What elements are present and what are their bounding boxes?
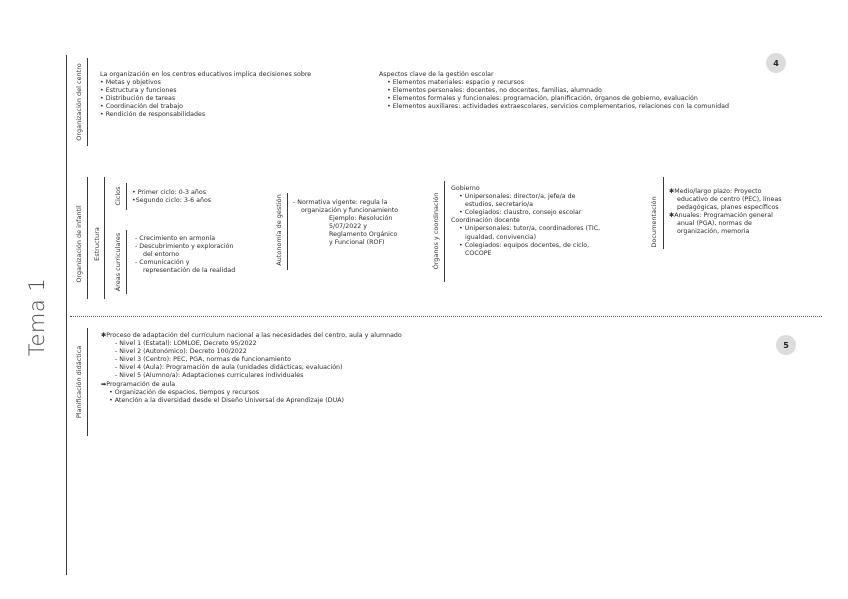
section-rule bbox=[87, 177, 88, 299]
list-item: • Organización de espacios, tiempos y recursos bbox=[109, 388, 260, 396]
documentacion-line: ✱Anuales: Programación general bbox=[669, 212, 773, 220]
list-item: • Colegiados: equipos docentes, de ciclo, bbox=[459, 241, 590, 249]
list-item: - Descubrimiento y exploración bbox=[135, 243, 234, 251]
list-item: • Primer ciclo: 0-3 años bbox=[132, 189, 207, 196]
documentacion-line: educativo de centro (PEC), líneas bbox=[677, 196, 782, 204]
autonomia-gestion-label: Autonomía de gestión bbox=[275, 194, 283, 266]
list-item: • Elementos auxiliares: actividades extraescolares, servicios complementarios, relaciones con la comunidad bbox=[387, 103, 729, 111]
list-item: • Elementos personales: docentes, no docentes, familias, alumnado bbox=[387, 87, 602, 95]
gestion-title: Aspectos clave de la gestión escolar bbox=[379, 71, 494, 78]
list-item: - Nivel 2 (Autonómico): Decreto 100/2022 bbox=[115, 348, 247, 356]
section-rule bbox=[87, 58, 88, 146]
list-item: •Segundo ciclo: 3-6 años bbox=[132, 197, 212, 205]
planificacion-block bbox=[101, 332, 402, 405]
organos-heading: Gobierno bbox=[451, 185, 480, 192]
organos-block bbox=[451, 185, 600, 258]
autonomia-rule bbox=[287, 193, 288, 270]
main-vertical-rule bbox=[66, 55, 67, 575]
list-item: • Unipersonales: tutor/a, coordinadores (TIC, bbox=[459, 225, 601, 233]
estructura-label: Estructura bbox=[93, 227, 101, 261]
list-item: - Crecimiento en armonía bbox=[135, 235, 216, 242]
planificacion-heading: ➡Programación de aula bbox=[101, 380, 176, 388]
documentacion-line: anual (PGA), normas de bbox=[677, 220, 752, 228]
ciclos-list bbox=[132, 189, 211, 205]
section-rule bbox=[87, 328, 88, 436]
ciclos-rule bbox=[126, 183, 127, 210]
list-item: estudios, secretario/a bbox=[465, 201, 533, 209]
estructura-rule bbox=[104, 177, 105, 299]
organos-heading: Coordinación docente bbox=[451, 217, 520, 225]
list-item: - Nivel 5 (Alumno/a): Adaptaciones curriculares individuales bbox=[115, 372, 304, 380]
list-item: • Elementos materiales: espacio y recursos bbox=[387, 79, 525, 87]
list-item: - Nivel 1 (Estatal): LOMLOE, Decreto 95/2022 bbox=[115, 340, 257, 348]
section-divider bbox=[70, 316, 822, 317]
autonomia-line: y Funcional (ROF) bbox=[329, 239, 385, 247]
areas-rule bbox=[126, 230, 127, 294]
list-item: del entorno bbox=[143, 251, 180, 259]
autonomia-line: organización y funcionamiento bbox=[301, 207, 399, 215]
section-label-planificacion-didactica: Planificación didáctica bbox=[75, 345, 83, 419]
documentacion-rule bbox=[663, 177, 664, 249]
planificacion-heading: ✱Proceso de adaptación del currículum nacional a las necesidades del centro, aula y alumnado bbox=[101, 332, 402, 339]
list-item: • Distribución de tareas bbox=[100, 95, 176, 103]
list-item: representación de la realidad bbox=[143, 267, 236, 275]
list-item: • Elementos formales y funcionales: programación, planificación, órganos de gobierno, evaluación bbox=[387, 95, 698, 103]
gestion-escolar-block bbox=[379, 71, 729, 111]
ciclos-label: Ciclos bbox=[114, 186, 122, 206]
autonomia-line: - Normativa vigente: regula la bbox=[293, 199, 388, 206]
centro-intro-text: La organización en los centros educativos implica decisiones sobre bbox=[100, 71, 312, 78]
list-item: • Metas y objetivos bbox=[100, 79, 161, 87]
list-item: - Nivel 4 (Aula): Programación de aula (unidades didácticas, evaluación) bbox=[115, 364, 343, 372]
autonomia-line: 5/07/2022 y bbox=[329, 223, 368, 231]
list-item: - Comunicación y bbox=[135, 259, 190, 267]
autonomia-line: Reglamento Orgánico bbox=[329, 231, 398, 239]
documentacion-line: pedagógicas, planes específicos bbox=[677, 204, 779, 212]
tema-title: Tema 1 bbox=[25, 277, 49, 357]
list-item: • Rendición de responsabilidades bbox=[100, 111, 206, 119]
documentacion-line: ✱Medio/largo plazo: Proyecto bbox=[669, 188, 762, 195]
documentacion-line: organización, memoria bbox=[677, 228, 750, 236]
list-item: • Colegiados: claustro, consejo escolar bbox=[459, 209, 582, 217]
list-item: • Unipersonales: director/a, jefe/a de bbox=[459, 193, 576, 201]
list-item: • Estructura y funciones bbox=[100, 87, 177, 95]
autonomia-line: Ejemplo: Resolución bbox=[329, 215, 393, 223]
autonomia-block bbox=[293, 199, 398, 248]
section-label-organizacion-centro: Organización del centro bbox=[75, 63, 83, 141]
areas-curriculares-label: Áreas curriculares bbox=[114, 232, 122, 292]
documentacion-block bbox=[669, 188, 782, 237]
list-item: • Atención a la diversidad desde el Diseño Universal de Aprendizaje (DUA) bbox=[109, 396, 344, 404]
centro-intro-block bbox=[100, 71, 311, 120]
organos-coordinacion-label: Órganos y coordinación bbox=[432, 192, 440, 270]
organos-rule bbox=[444, 181, 445, 282]
list-item: igualdad, convivencia) bbox=[465, 233, 537, 241]
documentacion-label: Documentación bbox=[650, 196, 658, 248]
page-badge-4: 4 bbox=[766, 53, 786, 73]
areas-list bbox=[135, 235, 235, 275]
list-item: - Nivel 3 (Centro): PEC, PGA, normas de funcionamiento bbox=[115, 356, 291, 364]
page-badge-5: 5 bbox=[776, 335, 796, 355]
section-label-organizacion-infantil: Organización de infantil bbox=[75, 205, 83, 283]
list-item: COCOPE bbox=[465, 249, 492, 257]
list-item: • Coordinación del trabajo bbox=[100, 103, 183, 111]
